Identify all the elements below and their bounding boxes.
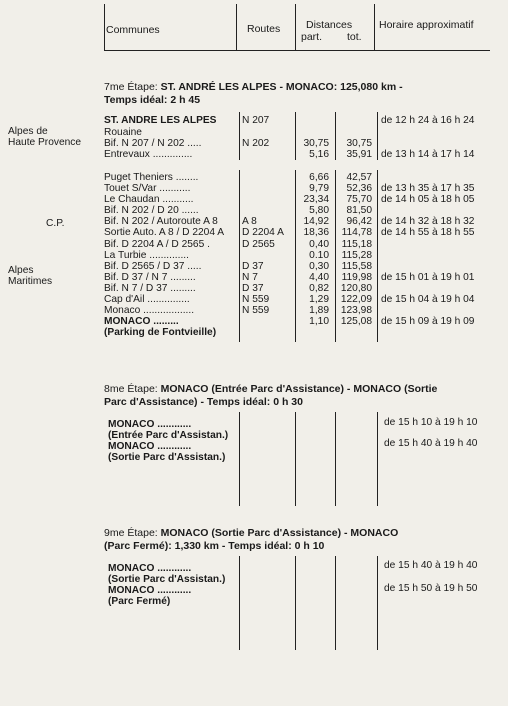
tot-cell: 52,36 [346, 183, 372, 194]
header-horaire: Horaire approximatif [379, 19, 474, 31]
route-cell: D 2565 [242, 239, 275, 250]
part-cell: 6,66 [309, 172, 329, 183]
commune-cell: Rouaine [104, 127, 142, 138]
column-rule [239, 112, 240, 160]
commune-cell: MONACO ............ [108, 585, 192, 596]
column-rule [335, 412, 336, 506]
tot-cell: 115,58 [341, 261, 372, 272]
commune-cell: Bif. D 2565 / D 37 ..... [104, 261, 202, 272]
tot-cell: 119,98 [341, 272, 372, 283]
commune-cell: MONACO ............ [108, 441, 192, 452]
commune-cell: Entrevaux .............. [104, 149, 193, 160]
tot-cell: 30,75 [346, 138, 372, 149]
stage9-title [104, 527, 494, 553]
column-rule [377, 556, 378, 650]
horaire-cell: de 14 h 32 à 18 h 32 [381, 216, 475, 227]
horaire-cell: de 15 h 40 à 19 h 40 [384, 560, 478, 571]
stage7-title [104, 81, 494, 107]
tot-cell: 42,57 [346, 172, 372, 183]
region-label: Alpes [8, 265, 34, 276]
part-cell: 1,29 [309, 294, 329, 305]
commune-cell: Bif. N 202 / Autoroute A 8 [104, 216, 218, 227]
part-cell: 30,75 [303, 138, 329, 149]
route-cell: N 7 [242, 272, 258, 283]
part-cell: 0,30 [309, 261, 329, 272]
horaire-cell: de 15 h 09 à 19 h 09 [381, 316, 475, 327]
commune-cell: (Sortie Parc d'Assistan.) [108, 574, 226, 585]
tot-cell: 75,70 [346, 194, 372, 205]
horaire-cell: de 15 h 50 à 19 h 50 [384, 583, 478, 594]
route-cell: N 207 [242, 115, 270, 126]
column-rule [377, 112, 378, 160]
commune-cell: La Turbie .............. [104, 250, 189, 261]
part-cell: 0,82 [309, 283, 329, 294]
header-rule [104, 50, 490, 51]
stage7-title-bold: ST. ANDRÉ LES ALPES - MONACO: 125,080 km - [160, 81, 403, 93]
commune-cell: MONACO ............ [108, 419, 192, 430]
commune-cell: Bif. N 202 / D 20 ...... [104, 205, 199, 216]
stage9-title-prefix: 9me Étape: [104, 527, 161, 539]
stage8-title-line2: Parc d'Assistance) - Temps idéal: 0 h 30 [104, 396, 303, 408]
route-cell: N 559 [242, 294, 270, 305]
commune-cell: ST. ANDRE LES ALPES [104, 115, 217, 126]
route-cell: N 559 [242, 305, 270, 316]
commune-cell: Bif. N 207 / N 202 ..... [104, 138, 202, 149]
part-cell: 9,79 [309, 183, 329, 194]
part-cell: 14,92 [303, 216, 329, 227]
part-cell: 18,36 [303, 227, 329, 238]
column-rule [239, 412, 240, 506]
stage9-title-line2: (Parc Fermé): 1,330 km - Temps idéal: 0 h 10 [104, 540, 325, 552]
region-label: Alpes de [8, 126, 48, 137]
column-rule [295, 412, 296, 506]
column-rule [377, 170, 378, 342]
commune-cell: Bif. N 7 / D 37 ......... [104, 283, 196, 294]
column-rule [236, 4, 237, 50]
tot-cell: 35,91 [346, 149, 372, 160]
commune-cell: Touet S/Var ........... [104, 183, 191, 194]
commune-cell: (Entrée Parc d'Assistan.) [108, 430, 229, 441]
stage8-title-prefix: 8me Étape: [104, 383, 161, 395]
column-rule [377, 412, 378, 506]
column-rule [104, 4, 105, 50]
stage8-title [104, 383, 494, 409]
part-cell: 1,89 [309, 305, 329, 316]
commune-cell: (Sortie Parc d'Assistan.) [108, 452, 226, 463]
part-cell: 5,16 [309, 149, 329, 160]
part-cell: 4,40 [309, 272, 329, 283]
tot-cell: 96,42 [346, 216, 372, 227]
commune-cell: Bif. D 2204 A / D 2565 . [104, 239, 210, 250]
commune-cell: MONACO ......... [104, 316, 179, 327]
commune-cell: Bif. D 37 / N 7 ......... [104, 272, 196, 283]
route-cell: A 8 [242, 216, 257, 227]
column-rule [335, 556, 336, 650]
commune-cell: Sortie Auto. A 8 / D 2204 A [104, 227, 225, 238]
commune-cell: Monaco .................. [104, 305, 195, 316]
stage9-title-bold: MONACO (Sortie Parc d'Assistance) - MONACO [160, 527, 399, 539]
tot-cell: 120,80 [340, 283, 372, 294]
region-label: Haute Provence [8, 137, 82, 148]
horaire-cell: de 14 h 55 à 18 h 55 [381, 227, 475, 238]
commune-cell: (Parc Fermé) [108, 596, 171, 607]
horaire-cell: de 15 h 04 à 19 h 04 [381, 294, 475, 305]
tot-cell: 122,09 [340, 294, 372, 305]
stage7-title-prefix: 7me Étape: [104, 81, 161, 93]
region-label: C.P. [46, 218, 65, 229]
header-tot: tot. [347, 31, 362, 43]
commune-cell: Le Chaudan ........... [104, 194, 194, 205]
route-cell: D 37 [242, 283, 264, 294]
header-part: part. [301, 31, 323, 43]
tot-cell: 115,18 [341, 239, 372, 250]
horaire-cell: de 14 h 05 à 18 h 05 [381, 194, 475, 205]
horaire-cell: de 15 h 40 à 19 h 40 [384, 438, 478, 449]
column-rule [374, 4, 375, 50]
horaire-cell: de 15 h 01 à 19 h 01 [381, 272, 475, 283]
part-cell: 0,40 [309, 239, 329, 250]
stage8-title-bold: MONACO (Entrée Parc d'Assistance) - MONACO (Sortie [160, 383, 438, 395]
part-cell: 0.10 [309, 250, 329, 261]
header-communes: Communes [106, 24, 160, 36]
column-rule [239, 170, 240, 342]
part-cell: 1,10 [309, 316, 329, 327]
column-rule [295, 556, 296, 650]
commune-cell: (Parking de Fontvieille) [104, 327, 217, 338]
tot-cell: 81,50 [346, 205, 372, 216]
horaire-cell: de 15 h 10 à 19 h 10 [384, 417, 478, 428]
commune-cell: MONACO ............ [108, 563, 192, 574]
header-routes: Routes [247, 23, 281, 35]
route-cell: D 37 [242, 261, 264, 272]
column-rule [295, 4, 296, 50]
route-cell: D 2204 A [242, 227, 284, 238]
route-cell: N 202 [242, 138, 270, 149]
column-rule [239, 556, 240, 650]
part-cell: 5,80 [309, 205, 329, 216]
tot-cell: 123,98 [340, 305, 372, 316]
horaire-cell: de 13 h 35 à 17 h 35 [381, 183, 475, 194]
region-label: Maritimes [8, 276, 53, 287]
tot-cell: 125,08 [340, 316, 372, 327]
header-distances: Distances [306, 19, 353, 31]
commune-cell: Puget Theniers ........ [104, 172, 199, 183]
horaire-cell: de 13 h 14 à 17 h 14 [381, 149, 475, 160]
horaire-cell: de 12 h 24 à 16 h 24 [381, 115, 475, 126]
tot-cell: 114,78 [341, 227, 372, 238]
commune-cell: Cap d'Ail ............... [104, 294, 190, 305]
tot-cell: 115,28 [341, 250, 372, 261]
part-cell: 23,34 [303, 194, 329, 205]
stage7-title-line2: Temps idéal: 2 h 45 [104, 94, 201, 106]
